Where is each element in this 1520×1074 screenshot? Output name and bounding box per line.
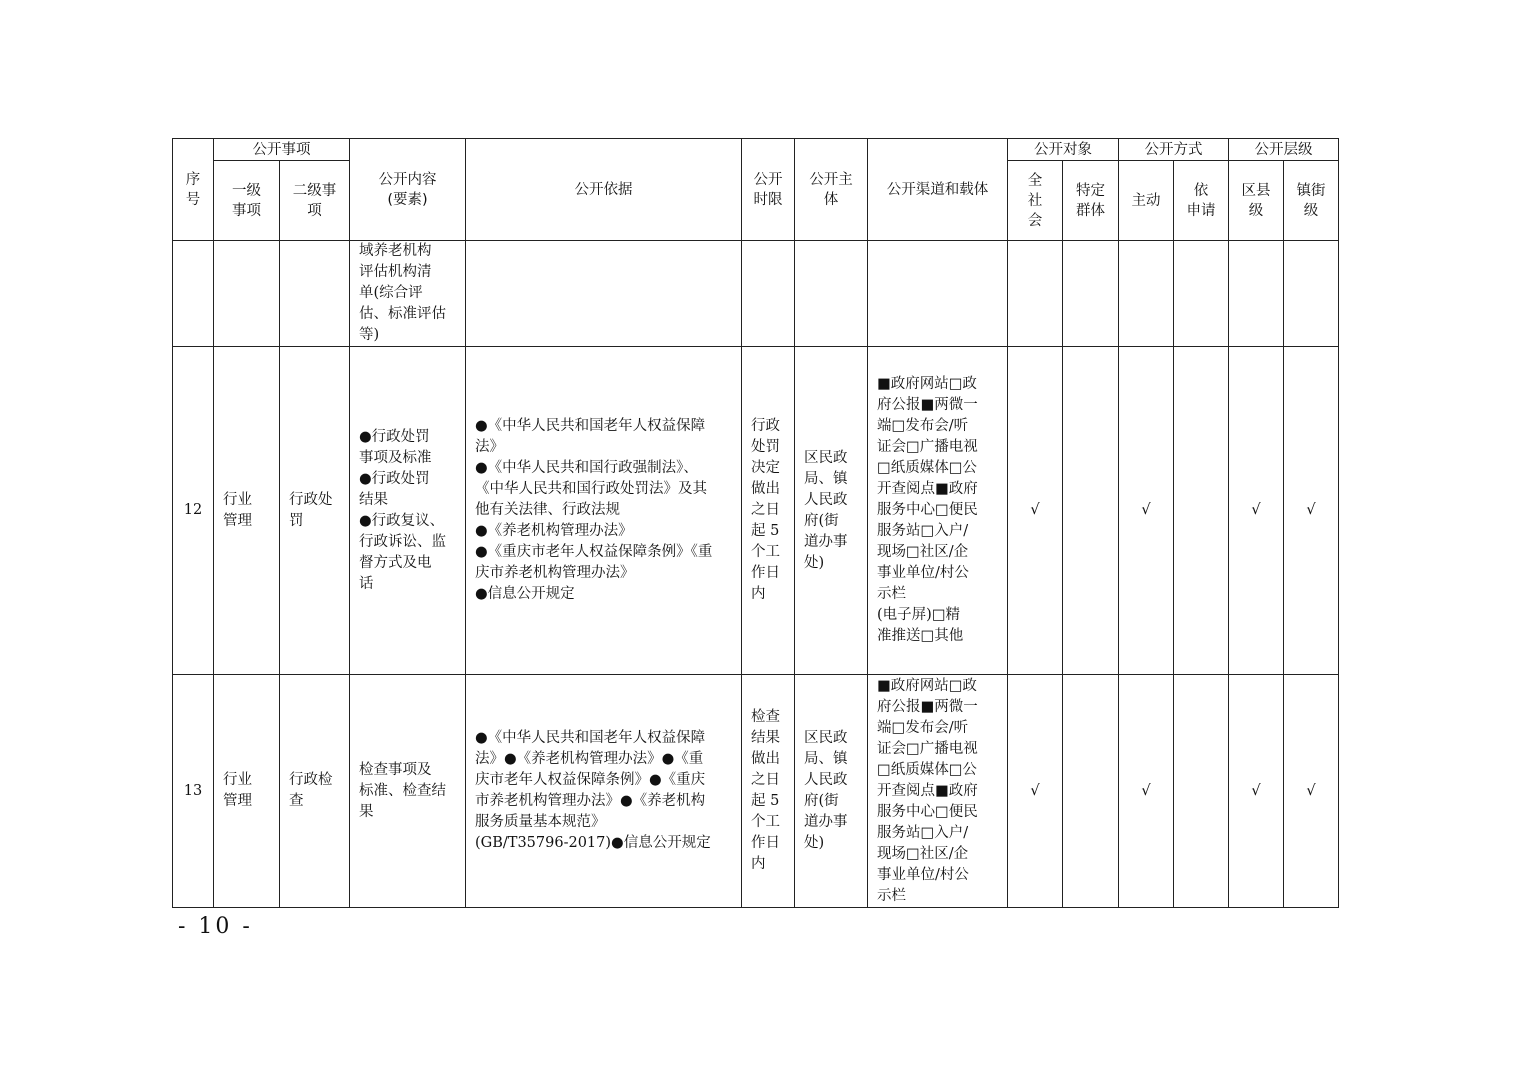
row-subject	[795, 241, 868, 347]
row-active: √	[1119, 675, 1174, 908]
row-on-request	[1174, 675, 1229, 908]
header-seq: 序 号	[173, 139, 214, 241]
header-town: 镇街 级	[1284, 161, 1339, 241]
row-all-society	[1008, 241, 1063, 347]
row-on-request	[1174, 347, 1229, 675]
header-content: 公开内容 (要素)	[350, 139, 466, 241]
row-subject: 区民政 局、镇 人民政 府(街 道办事 处)	[795, 347, 868, 675]
header-basis: 公开依据	[466, 139, 742, 241]
row-level2: 行政处 罚	[280, 347, 350, 675]
row-district: √	[1229, 347, 1284, 675]
row-district	[1229, 241, 1284, 347]
row-level1: 行业 管理	[214, 347, 280, 675]
row-level1: 行业 管理	[214, 675, 280, 908]
row-level2: 行政检 查	[280, 675, 350, 908]
row-channel: ■政府网站□政 府公报■两微一 端□发布会/听 证会□广播电视 □纸质媒体□公 开查阅点■政府 服务中心□便民 服务站□入户/ 现场□社区/企 事业单位/村公 示栏	[868, 675, 1008, 908]
row-channel	[868, 241, 1008, 347]
header-on-request: 依 申请	[1174, 161, 1229, 241]
row-level1	[214, 241, 280, 347]
row-level2	[280, 241, 350, 347]
header-active: 主动	[1119, 161, 1174, 241]
row-time-limit: 行政 处罚 决定 做出 之日 起 5 个工 作日 内	[742, 347, 795, 675]
table-row	[173, 241, 1339, 347]
row-seq: 12	[173, 347, 214, 675]
header-level-group: 公开层级	[1229, 139, 1339, 161]
row-basis	[466, 241, 742, 347]
row-basis: ●《中华人民共和国老年人权益保障 法》 ●《中华人民共和国行政强制法》、 《中华人民共和国行政处罚法》及其 他有关法律、行政法规 ●《养老机构管理办法》 ●《重庆市老年人权益保障条例》《重 庆市养老机构管理办法》 ●信息公开规定	[466, 347, 742, 675]
table-row	[173, 675, 1339, 908]
row-time-limit	[742, 241, 795, 347]
header-specific-group: 特定 群体	[1063, 161, 1119, 241]
row-district: √	[1229, 675, 1284, 908]
row-channel: ■政府网站□政 府公报■两微一 端□发布会/听 证会□广播电视 □纸质媒体□公 开查阅点■政府 服务中心□便民 服务站□入户/ 现场□社区/企 事业单位/村公 示栏 (电子屏)□精 准推送□其他	[868, 347, 1008, 675]
header-all-society: 全 社 会	[1008, 161, 1063, 241]
header-item-group: 公开事项	[214, 139, 350, 161]
row-seq: 13	[173, 675, 214, 908]
disclosure-table	[172, 138, 1339, 908]
row-town	[1284, 241, 1339, 347]
row-specific-group	[1063, 675, 1119, 908]
row-content: ●行政处罚 事项及标准 ●行政处罚 结果 ●行政复议、 行政诉讼、监 督方式及电 话	[350, 347, 466, 675]
header-district: 区县 级	[1229, 161, 1284, 241]
page-number: - 10 -	[178, 914, 253, 939]
header-level2: 二级事 项	[280, 161, 350, 241]
row-on-request	[1174, 241, 1229, 347]
row-all-society: √	[1008, 347, 1063, 675]
row-content: 检查事项及 标准、检查结 果	[350, 675, 466, 908]
row-all-society: √	[1008, 675, 1063, 908]
row-town: √	[1284, 347, 1339, 675]
header-time-limit: 公开 时限	[742, 139, 795, 241]
row-content: 域养老机构 评估机构清 单(综合评 估、标准评估 等)	[350, 241, 466, 347]
header-channel: 公开渠道和载体	[868, 139, 1008, 241]
row-active: √	[1119, 347, 1174, 675]
header-level1: 一级 事项	[214, 161, 280, 241]
header-subject: 公开主 体	[795, 139, 868, 241]
row-time-limit: 检查 结果 做出 之日 起 5 个工 作日 内	[742, 675, 795, 908]
row-seq	[173, 241, 214, 347]
row-specific-group	[1063, 347, 1119, 675]
disclosure-table-sheet	[172, 138, 1338, 908]
row-specific-group	[1063, 241, 1119, 347]
row-subject: 区民政 局、镇 人民政 府(街 道办事 处)	[795, 675, 868, 908]
row-town: √	[1284, 675, 1339, 908]
header-object-group: 公开对象	[1008, 139, 1119, 161]
row-active	[1119, 241, 1174, 347]
header-method-group: 公开方式	[1119, 139, 1229, 161]
row-basis: ●《中华人民共和国老年人权益保障 法》●《养老机构管理办法》●《重 庆市老年人权益保障条例》●《重庆 市养老机构管理办法》●《养老机构 服务质量基本规范》 (GB/T35796-2017)●信息公开规定	[466, 675, 742, 908]
table-row	[173, 347, 1339, 675]
